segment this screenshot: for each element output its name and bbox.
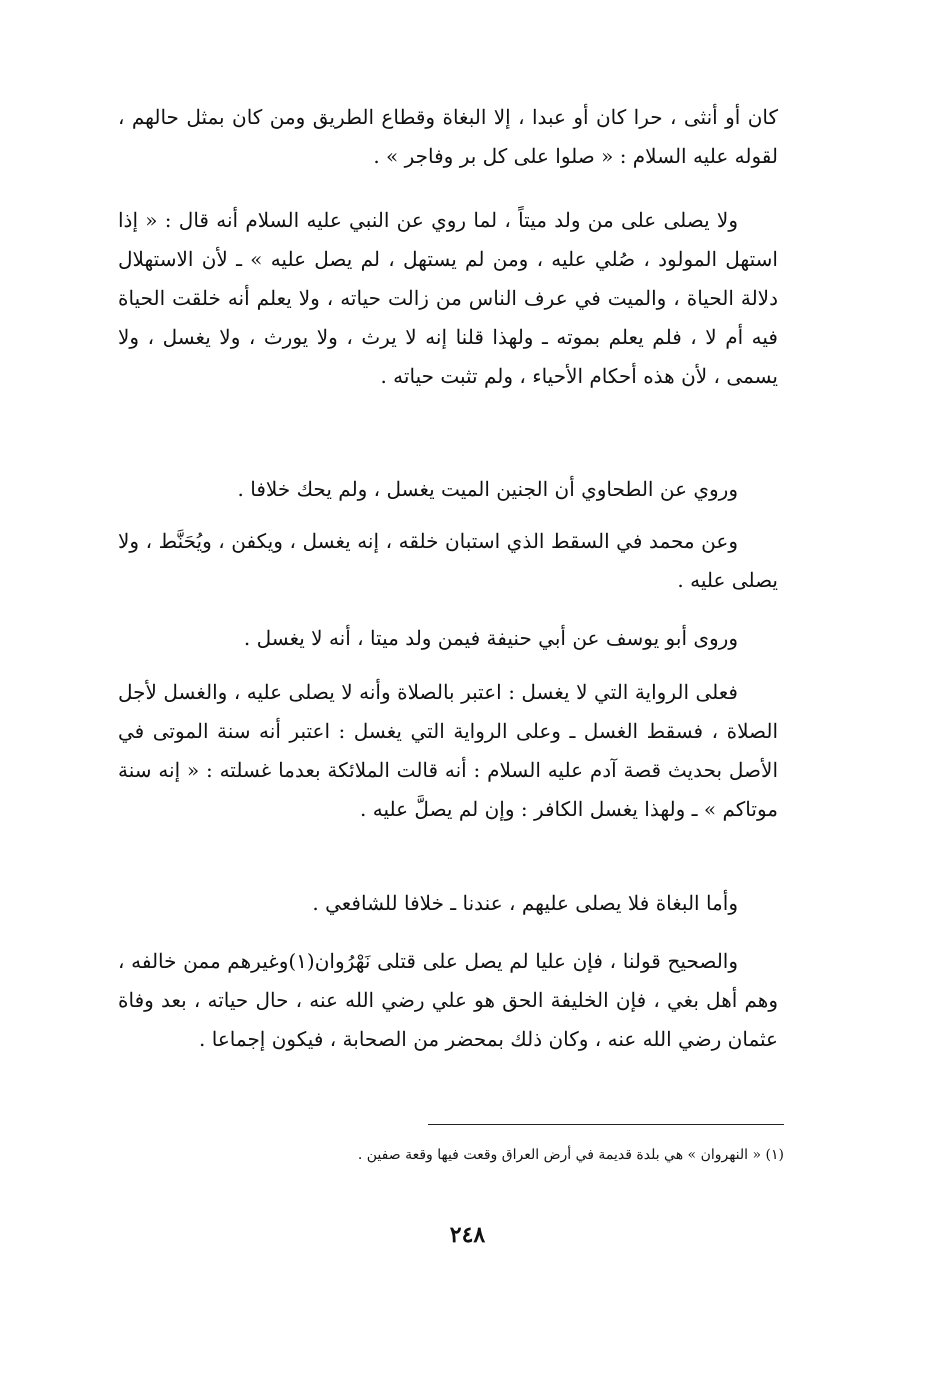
paragraph-5-block bbox=[118, 619, 778, 658]
paragraph-5: وروى أبو يوسف عن أبي حنيفة فيمن ولد ميتا ، أنه لا يغسل . bbox=[243, 626, 738, 650]
paragraph-1-block bbox=[118, 98, 778, 176]
paragraph-6: فعلى الرواية التي لا يغسل : اعتبر بالصلاة وأنه لا يصلى عليه ، والغسل لأجل الصلاة ، فسقط الغسل ـ وعلى الرواية التي يغسل : اعتبر أنه سنة الموتى في الأصل بحديث قصة آدم عليه السلام : أنه قالت الملائكة بعدما غسلته : « إنه سنة موتاكم » ـ ولهذا يغسل الكافر : وإن لم يصلَّ عليه . bbox=[118, 680, 778, 821]
page-number: ٢٤٨ bbox=[449, 1222, 486, 1248]
paragraph-3: وروي عن الطحاوي أن الجنين الميت يغسل ، ولم يحك خلافا . bbox=[237, 477, 738, 501]
paragraph-4-block bbox=[118, 522, 778, 600]
paragraph-4: وعن محمد في السقط الذي استبان خلقه ، إنه يغسل ، ويكفن ، ويُحَنَّط ، ولا يصلى عليه . bbox=[118, 529, 778, 592]
paragraph-6-block bbox=[118, 673, 778, 829]
paragraph-7-block bbox=[118, 884, 778, 923]
footnote-divider bbox=[428, 1124, 784, 1125]
paragraph-7: وأما البغاة فلا يصلى عليهم ، عندنا ـ خلافا للشافعي . bbox=[312, 891, 738, 915]
paragraph-2: ولا يصلى على من ولد ميتاً ، لما روي عن النبي عليه السلام أنه قال : « إذا استهل المولود ، صُلي عليه ، ومن لم يستهل ، لم يصل عليه » ـ لأن الاستهلال دلالة الحياة ، والميت في عرف الناس من زالت حياته ، ولا يعلم أنه خلقت الحياة فيه أم لا ، فلم يعلم بموته ـ ولهذا قلنا إنه لا يرث ، ولا يورث ، ولا يغسل ، ولا يسمى ، لأن هذه أحكام الأحياء ، ولم تثبت حياته . bbox=[118, 208, 778, 388]
paragraph-2-block bbox=[118, 201, 778, 396]
paragraph-1: كان أو أنثى ، حرا كان أو عبدا ، إلا البغاة وقطاع الطريق ومن كان بمثل حالهم ، لقوله عليه السلام : « صلوا على كل بر وفاجر » . bbox=[118, 105, 778, 168]
footnote: (١) « النهروان » هي بلدة قديمة في أرض العراق وقعت فيها وقعة صفين . bbox=[357, 1147, 784, 1163]
paragraph-8: والصحيح قولنا ، فإن عليا لم يصل على قتلى نَهْرُوان(١)وغيرهم ممن خالفه ، وهم أهل بغي ، فإن الخليفة الحق هو علي رضي الله عنه ، حال حياته ، بعد وفاة عثمان رضي الله عنه ، وكان ذلك بمحضر من الصحابة ، فيكون إجماعا . bbox=[118, 949, 778, 1051]
paragraph-3-block bbox=[118, 470, 778, 509]
paragraph-8-block bbox=[118, 942, 778, 1059]
